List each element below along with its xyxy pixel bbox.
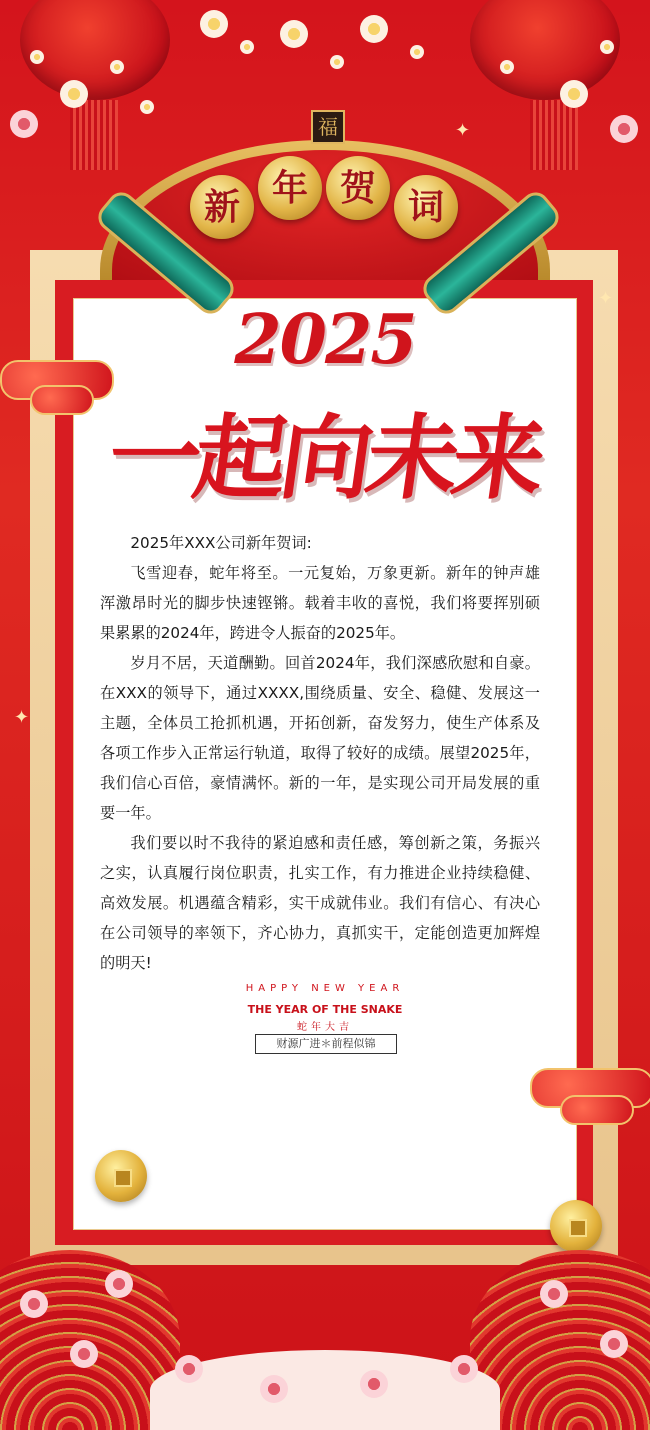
fu-seal: 福 [311, 110, 345, 144]
gold-coin-decoration [95, 1150, 147, 1202]
year-of-snake-text: THE YEAR OF THE SNAKE [247, 1003, 403, 1016]
lantern-tassel-left [70, 100, 118, 170]
sparkle-icon: ✦ [14, 707, 30, 728]
banner-title-char: 贺 [326, 156, 390, 220]
headline-year: 2025 [234, 300, 416, 380]
banner-title-char: 词 [394, 175, 458, 239]
letter-paragraph: 岁月不居，天道酬勤。回首2024年，我们深感欣慰和自豪。在XXX的领导下，通过XXXX,围绕质量、安全、稳健、发展这一主题，全体员工抢抓机遇，开拓创新，奋发努力，使生产体系及各项工作步入正常运行轨道，取得了较好的成绩。展望2025年，我们信心百倍，豪情满怀。新的一年，是实现公司开局发展的重要一年。 [100, 654, 540, 822]
letter-paragraph: 飞雪迎春，蛇年将至。一元复始，万象更新。新年的钟声雄浑激昂时光的脚步快速铿锵。载着丰收的喜悦，我们将要挥别硕果累累的2024年，跨进令人振奋的2025年。 [100, 564, 540, 642]
sparkle-icon: ✦ [598, 288, 614, 309]
letter-paragraph: 我们要以时不我待的紧迫感和责任感，筹创新之策，务振兴之实，认真履行岗位职责，扎实工作，有力推进企业持续稳健、高效发展。机遇蕴含精彩，实干成就伟业。我们有信心、有决心在公司领导的率领下，齐心协力，真抓实干，定能创造更加辉煌的明天! [100, 834, 540, 972]
gold-coin-decoration [550, 1200, 602, 1252]
auspicious-cloud-right [560, 1095, 634, 1125]
wish-box: 财源广进＊前程似锦 [255, 1034, 397, 1054]
lantern-left-decoration [20, 0, 170, 100]
letter-greeting: 2025年XXX公司新年贺词: [130, 534, 312, 552]
happy-new-year-text: HAPPY NEW YEAR [245, 983, 405, 994]
bottom-cloud-decoration [150, 1350, 500, 1430]
banner-title-char: 年 [258, 156, 322, 220]
banner-title-char: 新 [190, 175, 254, 239]
letter-body [100, 528, 540, 978]
auspicious-cloud-left [30, 385, 94, 415]
lantern-right-decoration [470, 0, 620, 100]
lantern-tassel-right [530, 100, 578, 170]
sparkle-icon: ✦ [455, 120, 471, 141]
snake-blessing-text: 蛇年大吉 [297, 1022, 353, 1033]
headline-slogan: 一起向未来 [101, 404, 547, 512]
